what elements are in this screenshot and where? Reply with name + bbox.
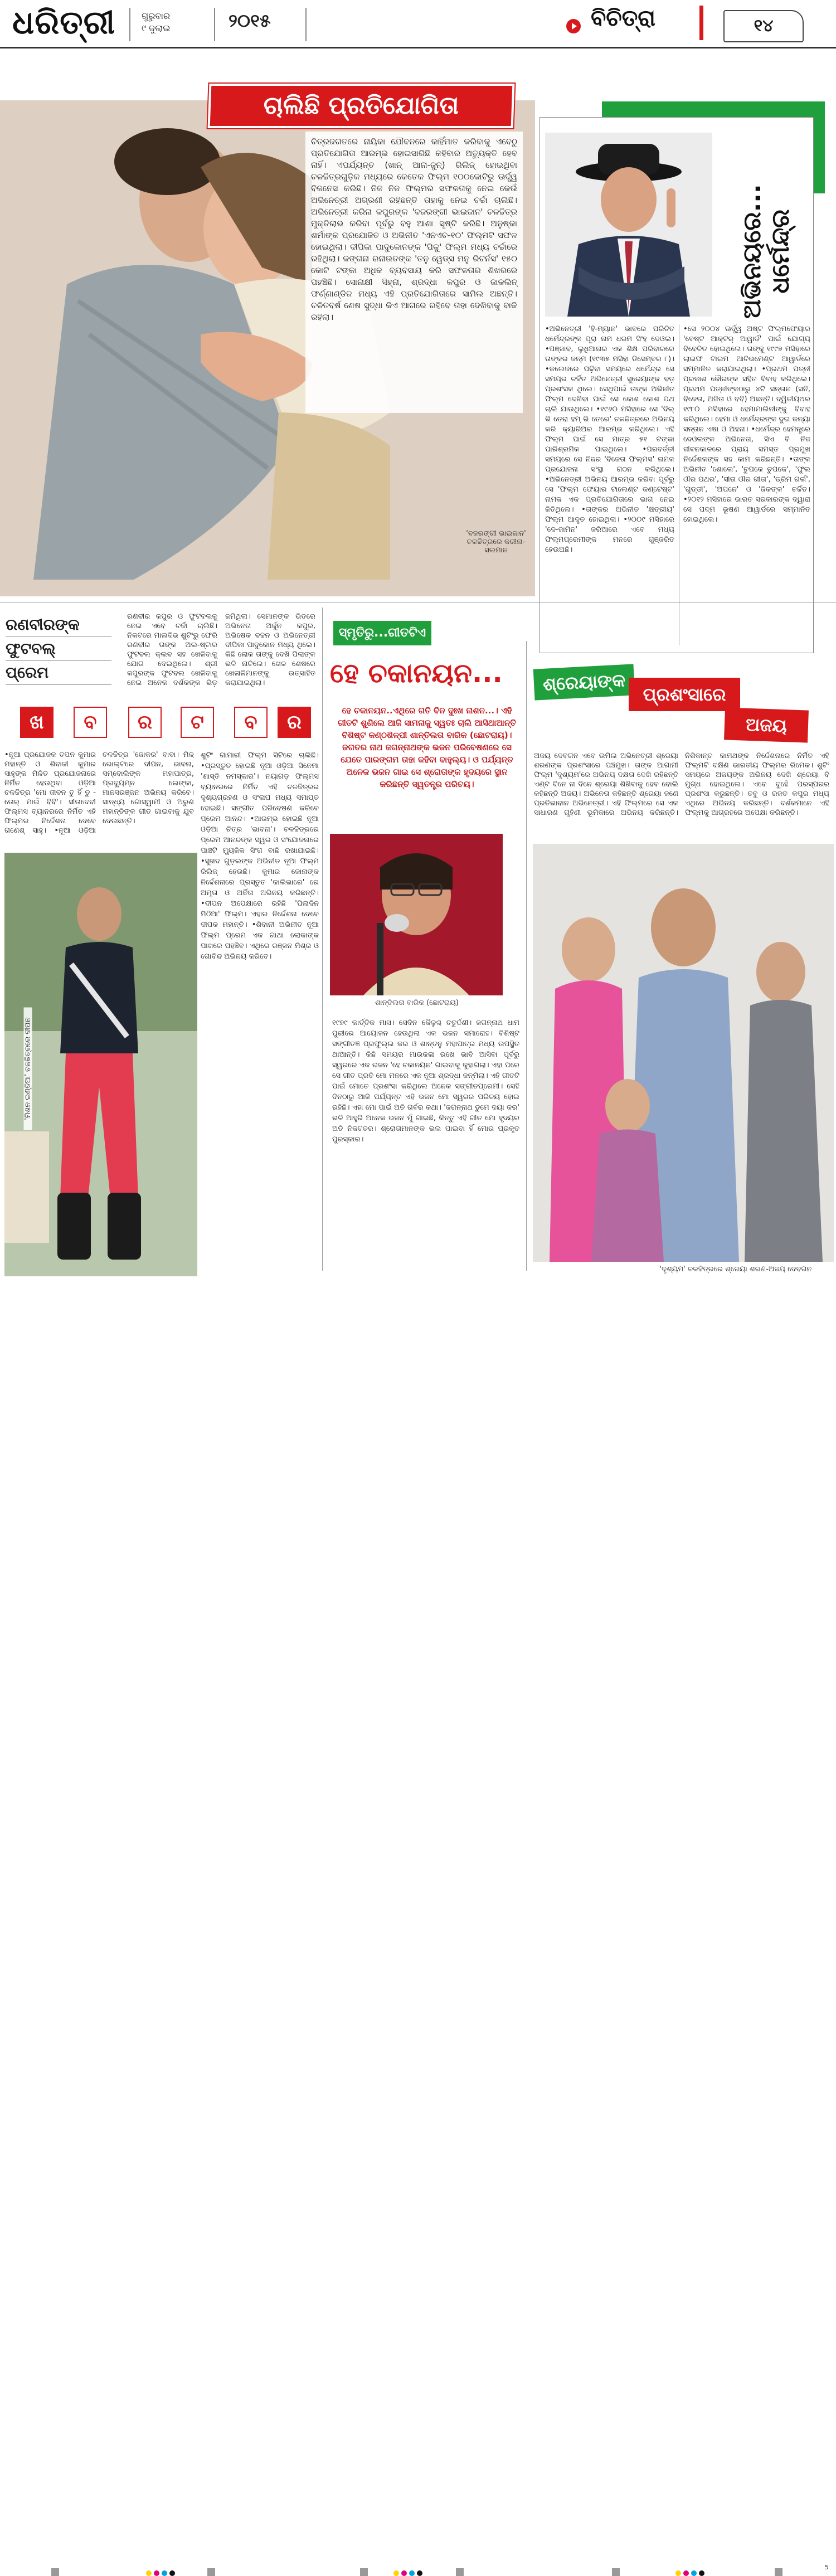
shreya-tag-3: ଅଜୟ <box>724 707 809 742</box>
section-bar <box>699 6 703 40</box>
column-rule <box>526 641 527 1271</box>
registration-dot <box>699 2570 704 2576</box>
masthead <box>0 0 836 50</box>
dipan-body: •ନୂଆ ପ୍ରଯୋଜକ ତପନ କୁମାର ମହାନ୍ତି ଓ ଶିବାଜୀ କୁମାର ସାହୁଙ୍କ ମିଳିତ ପ୍ରଯୋଜନାରେ ନିର୍ମିତ ହେଉଥିବା ଓଡ଼ିଆ ଚଳଚ୍ଚିତ୍ର 'ମୋ ଜୀବନ ତୁ ହିଁ ତୁ - ତୋର୍ ମାଇଁ ବିବି'। ସୀତାଦେବୀ ଫିଲ୍ମସ ବ୍ୟାନରରେ ନିର୍ମିତ ଏହି ଫିଲ୍ମର ନିର୍ଦ୍ଦେଶନା ଦେବେ ଗଣେଶ୍‌ ସାହୁ। •ନୂଆ ଓଡ଼ିଆ ଚଳଚ୍ଚିତ୍ର 'ଜୋକର' ବାବା। ମିଳ୍ ଭୋଲ୍ଟରେ ଦୀପନ, ଭାବନା, ସମ୍ବୋଲିଙ୍କ ମହାପାତ୍ର, ପ୍ରଦ୍ୟୁମ୍ନ ଲେଙ୍କା, ମାନସରଞ୍ଜନ ଅଭିନୟ କରିବେ। ସାନ୍ଧ୍ୟ ଗୋସ୍ୱାମୀ ଓ ଅରୁଣ ମହାନ୍ତିଙ୍କ ଗୀତ ଗାଇବାକୁ ଯୁବ ଦେଉଛନ୍ତି। <box>4 751 194 835</box>
dharmendra-photo <box>545 133 712 317</box>
news-strip-letter: ବ <box>234 707 268 738</box>
registration-dot <box>401 2570 407 2576</box>
header-divider <box>305 8 307 41</box>
column-rule <box>322 607 323 1271</box>
news-strip-letter: ର <box>128 707 162 738</box>
registration-dot <box>146 2570 152 2576</box>
ranbir-body: ରଣବୀର କପୁର ଓ ଫୁଟବଲକୁ ନେଇ ଏବେ ଚର୍ଚ୍ଚା ଚାଲିଛି। ନିକଟରେ ମାଲଦିଭ ଶୁଟିଂରୁ ଫେରି ରଣବୀର ତାଙ୍କ ଅଲ-ଷ୍ଟାର ଫୁଟବଲ କ୍ଲବ ସହ ଖେଳିବାକୁ ଯୋଗ ଦେଇଥିଲେ। ଶ୍ରୀ କପୁରଙ୍କ ଫୁଟବଲ ଖେଳିବାକୁ ନେଇ ଅନେକ ଦର୍ଶକଙ୍କ ଭିଡ଼ ଜମିଥିଲା। ସେମାନଙ୍କ ଭିତରେ ଅଭିନେତା ଅର୍ଜୁନ କପୁର, ଅଭିଷେକ ବଚ୍ଚନ ଓ ଅଭିନେତ୍ରୀ ଦୀପିକା ପାଦୁକୋନ ମଧ୍ୟ ଥିଲେ। କିଛି ଲୋକ ତାଙ୍କୁ ଦେଖି ପିଲାଙ୍କ ଭଳି ନାଚିଲେ। ଖେଳ ଶେଷରେ ଖେଳାଳିମାନଙ୍କୁ ଉତ୍ସାହିତ କରାଯାଇଥିଲା। <box>127 613 315 687</box>
header-divider <box>214 8 215 41</box>
registration-dot <box>154 2570 159 2576</box>
registration-dot <box>417 2570 422 2576</box>
dipan-caption-box <box>17 1014 39 1137</box>
news-strip-letter: ର <box>278 707 311 738</box>
singer-caption: ଶାନ୍ତିଲତା ବାରିକ (ଛୋଟରାୟ) <box>375 999 459 1007</box>
header-rule <box>0 47 836 48</box>
registration-dot <box>169 2570 175 2576</box>
dipan-caption-line-1: 'ମିଶନ ଇଣ୍ଡିଆ' <box>23 1074 32 1120</box>
registration-mark <box>612 2568 620 2576</box>
registration-dot <box>162 2570 167 2576</box>
play-icon <box>566 19 581 33</box>
dharmendra-title-box <box>725 139 808 334</box>
lead-caption-line-2: ଚଳଚ୍ଚିତ୍ରରେ କରୀନା-ସଲମାନ <box>466 538 526 555</box>
lead-headline: ଚାଲିଛି ପ୍ରତିଯୋଗିତା <box>208 84 515 128</box>
song-body: ୧୯୭୯ କାର୍ତ୍ତିକ ମାସ। ସେଦିନ କୈଳୁଶ୍ଚ ଚତୁର୍ଦ୍ଦଶୀ। ଜଗନ୍ନାଥ ଧାମ ପୁରୀରେ ଆୟୋଜନ ହେଉଥିଲା ଏକ ଭଜନ ସମାରୋହ। ବିଶିଷ୍ଟ ସଙ୍ଗୀତଜ୍ଞ ପ୍ରଫୁଲ୍ଲ କର ଓ ଶାନ୍ତନୁ ମହାପାତ୍ର ମଧ୍ୟ ଉପସ୍ଥିତ ଥାଆନ୍ତି। କିଛି ସମୟର ମାଉକଳା ରଖେ ଭାବି ଆସିବା ପୂର୍ବରୁ ସ୍ୱରରେ ଏକ ଭଜନ 'ହେ ଚକାନୟନ' ଗାଇବାକୁ କୁହାଗଲା। ଏହା ପରେ ସେ ଗୀତ ପ୍ରତି ମୋ ମନରେ ଏକ ନୂଆ ଶ୍ରଦ୍ଧା ଜନ୍ମିଲା। ଏହି ଗୀତଟି ପାଇଁ ମୋତେ ପ୍ରଶଂସା କରିଥିଲେ ଅନେକ ସଙ୍ଗୀତପ୍ରେମୀ। ସେହି ଦିନଠାରୁ ଆଜି ପର୍ଯ୍ୟନ୍ତ ଏହି ଭଜନ ମୋ ସ୍ୱରର ପରିଚୟ ହୋଇ ରହିଛି। ଏହା ମୋ ପାଇଁ ଅତି ଗର୍ବର କଥା। 'ଜଗନ୍ନାଥ ତୁମେ ଦୟା କର' ଭଳି ଆହୁରି ଅନେକ ଭଜନ ମୁଁ ଗାଇଛି, କିନ୍ତୁ ଏହି ଗୀତ ମୋ ହୃଦୟର ଅତି ନିକଟତର। ଶ୍ରୋତାମାନଙ୍କ ଭଲ ପାଇବା ହିଁ ମୋର ପ୍ରକୃତ ପୁରସ୍କାର। <box>332 1019 519 1144</box>
ranbir-title-line-1: ରଣବୀରଙ୍କ <box>6 613 111 637</box>
ranbir-title-line-2: ଫୁଟବଲ୍ <box>6 637 111 661</box>
dharmendra-col-2: •ସେ ୨୦୦୪ ଊର୍ଦ୍ଧ୍ୱ ଅଷ୍ଟ ଫିଲ୍ମଫେୟାର 'ବେଷ୍ଟ ଆକ୍ଟର୍ ଆୱାର୍ଡ' ପାଇଁ ଯୋଗ୍ୟ ବିବେଚିତ ହୋଇଥିଲେ। ତାଙ୍କୁ ୧୯୯୭ ମସିହାରେ ଲାଇଫ ଟାଇମ ଆଚିଭମେଣ୍ଟ ଆୱାର୍ଡରେ ସମ୍ମାନିତ କରାଯାଇଥିଲା। •ପ୍ରଥମ ପତ୍ନୀ ପ୍ରକାଶ କୌରଙ୍କ ସହିତ ବିବାହ କରିଥିଲେ। ପ୍ରଥମ ପତ୍ନୀଙ୍କଠାରୁ ୪ଟି ସନ୍ତାନ (ସନି, ବିଜେତା, ଅଜିତା ଓ ବବି) ଅଛନ୍ତି। ଦ୍ୱିତୀୟଥର ୧୯୮୦ ମସିହାରେ ହେମାମାଲିନୀଙ୍କୁ ବିବାହ କରିଥିଲେ। ହେମା ଓ ଧର୍ମେନ୍ଦ୍ରଙ୍କ ଦୁଇ କନ୍ୟା ସନ୍ତାନ ଏଷା ଓ ଅହନା। •ଧର୍ମେନ୍ଦ୍ର ହେମନ୍ତ୍ରେ ଦେଓଲଙ୍କ ଅଭିନେତା, ସିଏ ବି ନିଜ ଜୀବନକାଳରେ ପ୍ରାୟ ସମସ୍ତ ପ୍ରମୁଖ ନିର୍ଦ୍ଦେଶକଙ୍କ ସହ କାମ କରିଛନ୍ତି। •ତାଙ୍କ ଅଭିନୀତ 'ଶୋଲେ', 'ଚୁପକେ ଚୁପକେ', 'ଫୁଲ ଔର ପଥର', 'ସୀତା ଔର ଗୀତା', 'ଡ୍ରିମ ଗର୍ଲ', 'ଗୁଡ୍ଡୀ', 'ଅପନେ' ଓ 'ଜିକଙ୍କ' ଚର୍ଚ୍ଚିତ। •୨୦୧୨ ମସିହାରେ ଭାରତ ସରକାରଙ୍କ ଦ୍ୱାରା ସେ ପଦ୍ମ ଭୂଷଣ ଆୱାର୍ଡରେ ସମ୍ମାନିତ ହୋଇଥିଲେ। <box>683 325 810 524</box>
family-illustration <box>533 844 834 1262</box>
page-ref: 5 <box>825 2564 829 2571</box>
registration-mark <box>456 2568 464 2576</box>
singer-photo <box>330 834 503 995</box>
singer-illustration <box>330 834 503 995</box>
drishyam-photo <box>533 844 834 1262</box>
section-name: ବିଚିତ୍ରା <box>591 6 656 31</box>
dharmendra-title: ଅଭିନୟରେ... ଧର୍ମେନ୍ଦ୍ର <box>738 184 795 319</box>
issue-year: ୨୦୧୫ <box>229 10 271 31</box>
print-registration-strip <box>0 1282 836 2571</box>
lead-body: ଚିତ୍ରଜଗତରେ ନାୟିକା ଯୌବନରେ କାହିଁମାତ କରିବାକୁ ଏବେଠୁ ପ୍ରତିଯୋଗିତା ଆରମ୍ଭ ହୋଇସାରିଛି କହିବାର ଅତ୍ୟୁକ୍ତି ହେବ ନାହିଁ। ଏପର୍ଯ୍ୟନ୍ତ (ଖାନ୍ ଆନା-ଜୁନ୍) ରିଲିଜ୍ ହୋଇଥିବା ଚଳଚ୍ଚିତ୍ରଗୁଡ଼ିକ ମଧ୍ୟରେ କେତେକ ଫିଲ୍ମ ୧୦୦କୋଟିରୁ ଊର୍ଦ୍ଧ୍ୱ ବିଜନେସ କରିଛି। ନିଜ ନିଜ ଫିଲ୍ମର ସଫଳତାକୁ ନେଇ କେଉଁ ଅଭିନେତ୍ରୀ ଅଗ୍ରଣୀ ରହିଛନ୍ତି ତାହାକୁ ନେଇ ଚର୍ଚ୍ଚା ଚାଲିଛି। ଅଭିନେତ୍ରୀ କରିନା କପୁରଙ୍କ 'ବଜରଙ୍ଗୀ ଭାଇଜାନ' ଚଳଚ୍ଚିତ୍ର ମୁକ୍ତିଲାଭ କରିବା ପୂର୍ବରୁ ବହୁ ଆଶା ସୃଷ୍ଟି କରିଛି। ଅନୁଷ୍କା ଶର୍ମାଙ୍କ ପ୍ରଯୋଜିତ ଓ ଅଭିନୀତ 'ଏନଏଚ-୧୦' ଫିଲ୍ମଟି ସଫଳ ହୋଇଥିଲା। ଦୀପିକା ପାଦୁକୋନଙ୍କ 'ପିକୁ' ଫିଲ୍ମ ମଧ୍ୟ ଚର୍ଚ୍ଚାରେ ରହିଥିଲା। କଙ୍ଗନା ରନାଉତଙ୍କ 'ତନୁ ୱେଡ୍ସ ମନୁ ରିଟର୍ନସ' ୧୫୦ କୋଟି ଟଙ୍କା ଅଧିକ ବ୍ୟବସାୟ କରି ସଫଳତାର ଶିଖରରେ ପହଞ୍ଚିଛି। ସୋନାକ୍ଷୀ ସିହ୍ନା, ଶ୍ରଦ୍ଧା କପୁର ଓ ଜାକଲିନ୍ ଫର୍ଣ୍ଣାଣ୍ଡିଜ ମଧ୍ୟ ଏହି ପ୍ରତିଯୋଗିତାରେ ସାମିଲ ଅଛନ୍ତି। ଚଳିତବର୍ଷ ଶେଷ ସୁଦ୍ଧା କିଏ ଆଗରେ ରହିବେ ତାହା ଦେଖିବାକୁ ବାକି ରହିଲା। <box>305 132 523 413</box>
header-divider <box>129 8 130 41</box>
registration-mark <box>775 2568 782 2576</box>
newspaper-logo: ଧରିତ୍ରୀ <box>12 3 116 41</box>
dipan-body-2: ଶୁଟିଂ ଗାମାରୀ ଫିଲ୍ମ ସିଟିରେ ଚାଲିଛି। •ପ୍ରସ୍ତୁତ ହୋଇଛି ନୂଆ ଓଡ଼ିଆ ସିନେମା 'ଶାସ୍ତି ନମସ୍କାର'। ନୟାଗଡ଼ ଫିଲ୍ମସ ବ୍ୟାନରରେ ନିର୍ମିତ ଏହି ଚଳଚ୍ଚିତ୍ରର ଦୃଶ୍ୟଗ୍ରହଣ ଓ ସଂଳାପ ମଧ୍ୟ ସମାପ୍ତ ହୋଇଛି। ସଙ୍ଗୀତ ପରିବେଷଣ କରିବେ ପ୍ରେମ ଆନନ୍ଦ। •ଆରମ୍ଭ ହୋଇଛି ନୂଆ ଓଡ଼ିଆ ଚିତ୍ର 'ଭାବନା'। ଚଳଚ୍ଚିତ୍ରରେ ପ୍ରେମ ଆନନ୍ଦଙ୍କ ସ୍ୱର ଓ ସଂଯୋଜନାରେ ପାଞ୍ଚଟି ମ୍ୟୁଜିକ ସିଂଗ ବାଛି ରଖାଯାଇଛି। •ସୁଖଦ ଗୁଡ଼ଲଙ୍କ ଅଭିନୀତ ନୂଆ ଫିଲ୍ମ ରିଲିଜ୍ ହେଉଛି। କୁମାର ଜୋନାଙ୍କ ନିର୍ଦ୍ଦେଶନାରେ ପ୍ରସ୍ତୁତ 'କାଲିଭାରେ' ରେ ଅମୃତା ଓ ଅର୍ଚ୍ଚିତା ଅଭିନୟ କରିଛନ୍ତି। •ଦୀପନ ଅପେକ୍ଷାରେ ରହିଛି 'ପିଲାଦିନ ମିଠିଆ' ଫିଲ୍ମ। ଏହାର ନିର୍ଦ୍ଦେଶନା ଦେବେ ଦୀପକ ମହାନ୍ତି। •ଶିବାନୀ ଅଭିନୀତ ନୂଆ ଫିଲ୍ମ ପ୍ରେମ ଏକ ଗାଥା ଲୋକାଙ୍କ ପାଖରେ ପହଞ୍ଚିବ। ଏଥିରେ ରଞ୍ଜନ ମିଶ୍ର ଓ ଗୋବିନ୍ଦ ଅଭିନୟ କରିବେ। <box>201 751 319 961</box>
issue-day: ଗୁରୁବାର <box>142 11 171 21</box>
man-with-hat-illustration <box>545 133 712 317</box>
issue-date <box>142 10 171 35</box>
ranbir-title-line-3: ପ୍ରେମ <box>6 661 111 685</box>
song-intro: ହେ ଚକାନୟନ..ଏଥିରେ ଗତି ବିନ ଦୁଃଖ ନାଶନ...। ଏହି ଗୀତଟି ଶୁଣିଲେ ଆଜି ସାମନାକୁ ସ୍ୱତଃ ଚାଲି ଆସିଥାଆନ୍ତି ବିଶିଷ୍ଟ କଣ୍ଠଶିଳ୍ପୀ ଶାନ୍ତିଲତା ବାରିକ (ଛୋଟରାୟ)। ଜଗତର ନାଥ ଜଗନ୍ନାଥଙ୍କ ଭଜନ ପରିବେଷଣରେ ସେ ଯେତେ ପାରଙ୍ଗମ ତାହା କହିବା ବାହୁଲ୍ୟ। ଓ ପର୍ଯ୍ୟନ୍ତ ଅନେକ ଭଜନ ଗାଇ ସେ ଶ୍ରୋତାଙ୍କ ହୃଦୟରେ ସ୍ଥାନ କରିଛନ୍ତି ସ୍ୱତନ୍ତ୍ର ପରିଚୟ। <box>338 706 516 789</box>
song-headline: ହେ ଚକାନୟନ... <box>330 658 503 689</box>
shreya-tag-1: ଶ୍ରେୟାଙ୍କ <box>533 664 635 700</box>
news-strip-letter: ଖ <box>20 707 54 738</box>
registration-dot <box>691 2570 697 2576</box>
lead-photo-caption <box>457 529 535 555</box>
registration-dot <box>393 2570 399 2576</box>
registration-dot <box>675 2570 681 2576</box>
drishyam-caption: 'ଦୃଶ୍ୟମ' ଚଳଚ୍ଚିତ୍ରରେ ଶ୍ରେୟା ଶରଣ-ଅଜୟ ଦେବଗନ <box>659 1265 812 1274</box>
shreya-tag-2: ପ୍ରଶଂସାରେ <box>629 678 740 711</box>
registration-mark <box>51 2568 59 2576</box>
registration-mark <box>207 2568 215 2576</box>
registration-mark <box>360 2568 368 2576</box>
page-number: ୧୪ <box>723 10 804 42</box>
lead-caption-line-1: 'ବଜରଙ୍ଗୀ ଭାଇଜାନ' <box>466 529 526 538</box>
dharmendra-col-1: •ଅଭିନେତ୍ରୀ 'ହି-ମ୍ୟାନ' ଭାବରେ ପରିଚିତ ଧର୍ମେନ୍ଦ୍ରଙ୍କ ପୂରା ନାମ ଧରମ ସିଂହ ଦେଓଲ। •ପଞ୍ଜାବ, ଲୁଧିଆନାର ଏକ ଶିକ୍ଷ ପରିବାରରେ ତାଙ୍କର ଜନ୍ମ (୧୯୩୫ ମସିହା ଡିସେମ୍ବର ୮)। •କଲେଜରେ ପଢ଼ିବା ସମୟରେ ଧର୍ମେନ୍ଦ୍ର ସେ ସମୟର ଚର୍ଚ୍ଚିତ ଅଭିନେତ୍ରୀ ସୁରେୟାଙ୍କ ବଡ଼ ପ୍ରଶଂସକ ଥିଲେ। ସେଥିପାଇଁ ତାଙ୍କ ଅଭିନୀତ ଫିଲ୍ମ ଦେଖିବା ପାଇଁ ସେ କୋଶ କୋଶ ପଥ ଚାଲି ଯାଉଥିଲେ। •୧୯୬୦ ମସିହାରେ ସେ 'ଦିଲ୍ ଭି ତେରା ହମ୍ ଭି ତେରେ' ଚଳଚ୍ଚିତ୍ରରେ ଅଭିନୟ କରି କ୍ୟାରିଅର ଆରମ୍ଭ କରିଥିଲେ। ଏହି ଫିଲ୍ମ ପାଇଁ ସେ ମାତ୍ର ୫୧ ଟଙ୍କା ପାରିଶ୍ରମିକ ପାଇଥିଲେ। •ପରବର୍ତ୍ତୀ ସମୟରେ ସେ ନିଜର 'ବିଜେତା ଫିଲ୍ମସ' ନାମକ ପ୍ରଯୋଜନା ସଂସ୍ଥା ଗଠନ କରିଥିଲେ। •ଅଭିନେତ୍ରୀ ଅଭିନୟ ଆରମ୍ଭ କରିବା ପୂର୍ବରୁ ସେ 'ଫିଲ୍ମ ଫେୟାର ଟାଲେଣ୍ଟ କଣ୍ଟେଷ୍ଟ' ନାମକ ଏକ ପ୍ରତିଯୋଗିତାରେ ଭାଗ ନେଇ ଜିତିଥିଲେ। •ତାଙ୍କର ଅଭିନୀତ 'କ୍ଷତ୍ରୀୟ' ଫିଲ୍ମ ଆଦୃତ ହୋଇଥିଲା। •୨୦୦୯ ମସିହାରେ 'ଦେ-ଜାମିନ' ଜରିଆରେ ଏବେ ମଧ୍ୟ ଫିଲ୍ମପ୍ରେମୀଙ୍କ ମନରେ ଗୁଞ୍ଜରିତ ହେଉଅଛି। <box>545 325 674 554</box>
registration-dot <box>409 2570 415 2576</box>
dipan-caption-line-2: ଚଳଚ୍ଚିତ୍ରରେ ଦୀପନ <box>23 1017 32 1072</box>
issue-date-text: ୯ ଜୁଲାଇ <box>142 23 171 33</box>
ranbir-title <box>6 613 111 685</box>
shreya-body: ଅଜୟ ଦେବଗନ ଏବେ ଉମିଲ ଅଭିନେତ୍ରୀ ଶ୍ରେୟା ଶରଣଙ୍କ ପ୍ରଶଂସାରେ ପଞ୍ଚମୁଖ। ତାଙ୍କ ଆଗାମୀ ଫିଲ୍ମ 'ଦୃଶ୍ୟମ'ରେ ଅଭିନୟ ଦକ୍ଷତା ଦେଖି ରହିଛନ୍ତି ଏଣ୍ଟ ଦିନେ ନା ଦିନେ ଶ୍ରେୟା ଶିଖିବାକୁ ହେବ ବୋଲି କହିଛନ୍ତି ଅଜୟ। ଅଭିନେତା କହିଛନ୍ତି ଶ୍ରେୟା ଜଣେ ପ୍ରତିଭାବାନ ଅଭିନେତ୍ରୀ। ଏହି ଫିଲ୍ମରେ ସେ ଏକ ସାଧାରଣ ଗୃହିଣୀ ଭୂମିକାରେ ଅଭିନୟ କରିଛନ୍ତି। ନିଶିକାନ୍ତ କାମଥଙ୍କ ନିର୍ଦ୍ଦେଶନାରେ ନିର୍ମିତ ଏହି ଫିଲ୍ମଟି ଦକ୍ଷିଣ ଭାରତୀୟ ଫିଲ୍ମର ରିମେକ। ଶୁଟିଂ ସମୟରେ ଅଜୟଙ୍କ ଅଭିନୟ ଦେଖି ଶ୍ରେୟା ବି ମୁଗ୍ଧ ହୋଇଥିଲେ। ଏବେ ଦୁହେଁ ପରସ୍ପରର ପ୍ରଶଂସା କରୁଛନ୍ତି। ତବୁ ଓ ରଜତ କପୁର ମଧ୍ୟ ଏଥିରେ ଅଭିନୟ କରିଛନ୍ତି। ଦର୍ଶକମାନେ ଏହି ଫିଲ୍ମକୁ ଆଗ୍ରହରେ ଅପେକ୍ଷା କରିଛନ୍ତି। <box>534 752 829 817</box>
registration-dot <box>683 2570 689 2576</box>
song-kicker: ସ୍ମୃତିରୁ...ଗୀତଟିଏ <box>333 621 431 645</box>
news-strip-letter: ବ <box>74 707 107 738</box>
news-strip-letter: ଟ <box>181 707 214 738</box>
